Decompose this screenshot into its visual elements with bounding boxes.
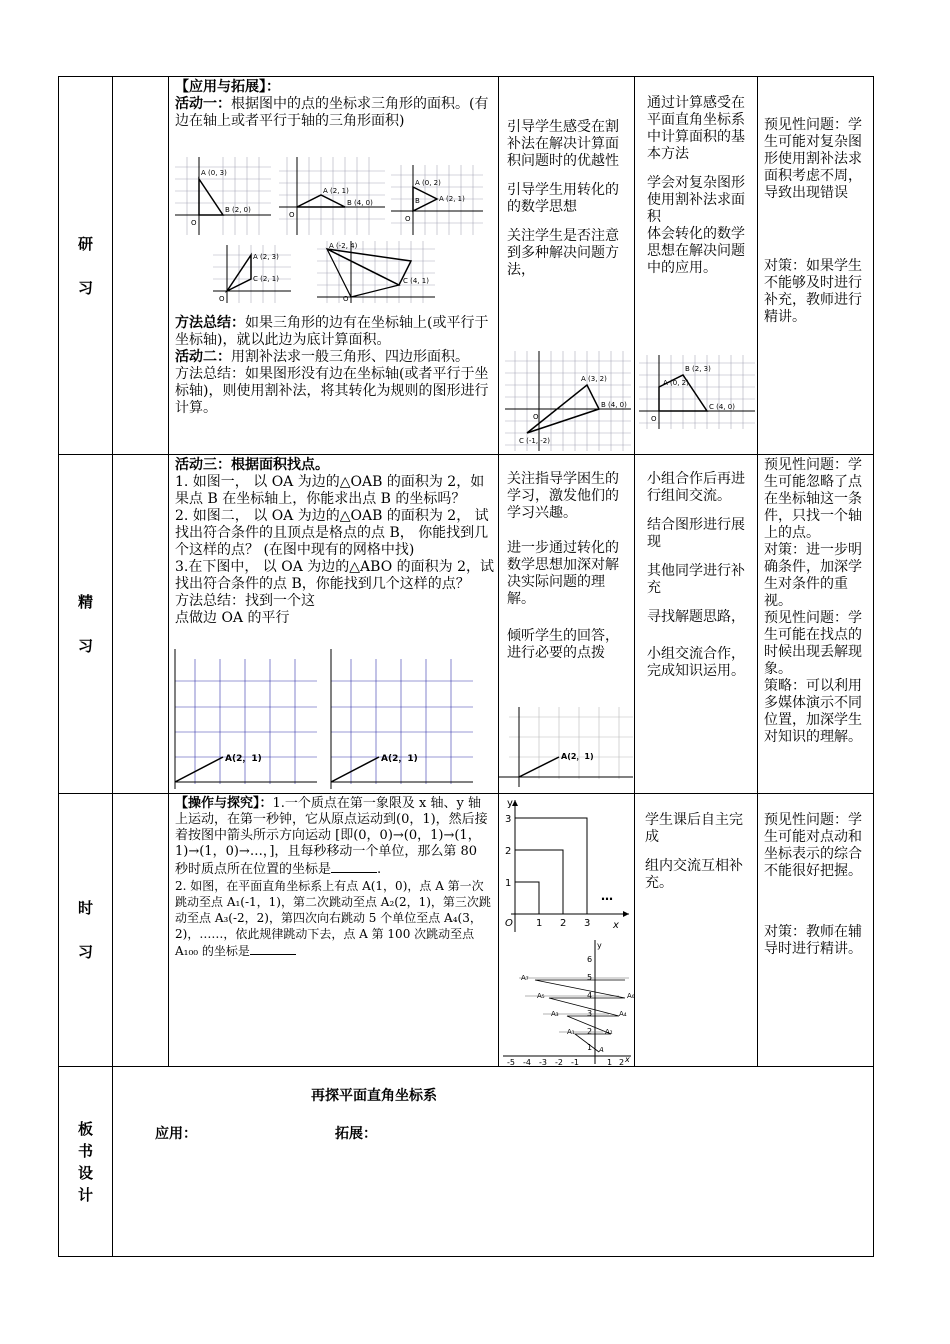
jump-path-figure (499, 934, 635, 1066)
fig-label: C (4, 1) (403, 277, 429, 285)
question-text: 3.在下图中， 以 OA 为边的△ABO 的面积为 2，试找出符合条件的点 B，你能找到几个这样的点？ (175, 559, 495, 592)
stage-char: 书 (77, 1141, 93, 1160)
point-label: A₃ (551, 1010, 559, 1018)
origin-label: O (505, 918, 513, 929)
teacher-note: 引导学生感受在割补法在解决计算面积问题时的优越性 (507, 119, 619, 169)
student-note: 小组交流合作，完成知识运用。 (647, 646, 745, 679)
tick-label: 3 (505, 814, 512, 825)
activity-label: 活动二： (175, 349, 231, 365)
axis-label: x (613, 920, 619, 931)
student-cell-shixi (635, 794, 758, 1067)
axis-label: y (507, 798, 513, 809)
tick-label: 2 (505, 846, 512, 857)
triangle-figure-4 (213, 245, 291, 303)
fig-label: O (219, 295, 225, 303)
question-text: 2. 如图二， 以 OA 为边的△OAB 的面积为 2， 试找出符合条件的且顶点是格点的点 B， 你能找到几个这样的点？ (在图中现有的网格中找) (175, 508, 489, 558)
question-text: 1.一个质点在第一象限及 x 轴、y 轴上运动，在第一秒钟，它从原点运动到(0，1)，然后接着按图中箭头所示方向运动 [即(0，0)→(0，1)→(1，1)→(1，0)→…，]，且每秒移动一个单位，那么第 80 秒时质点所在位置的坐标是 (175, 796, 488, 877)
teacher-cell-yanxi (499, 77, 635, 455)
point-label: A₆ (627, 992, 635, 1000)
fig-label: B (2, 3) (685, 365, 711, 373)
student-note: 寻找解题思路， (647, 609, 745, 625)
notes-text: 预见性问题：学生可能对点动和坐标表示的综合不能很好把握。 (764, 812, 862, 879)
fig-label: A (0, 2) (415, 179, 441, 187)
point-label: A(2，1) (561, 752, 594, 761)
triangle-figure-1 (175, 157, 271, 235)
fig-label: B (4, 0) (347, 199, 373, 207)
row-shixi (59, 794, 874, 1067)
teacher-note: 引导学生用转化的的数学思想 (507, 182, 619, 215)
answer-blank[interactable] (250, 942, 296, 955)
answer-blank[interactable] (331, 860, 377, 873)
fig-label: O (651, 415, 657, 423)
student-cell-yanxi (635, 77, 758, 455)
axis-label: y (597, 941, 602, 950)
spiral-path-figure (501, 796, 633, 932)
point-label: A₁ (567, 1028, 575, 1036)
row-jingxi (59, 455, 874, 794)
grid-figure-3 (499, 707, 633, 787)
fig-label: O (191, 219, 197, 227)
student-note: 学会对复杂图形使用割补法求面积 (647, 175, 745, 225)
lesson-plan-page (58, 76, 873, 1256)
notes-cell-jingxi (758, 455, 874, 794)
student-note: 通过计算感受在平面直角坐标系中计算面积的基本方法 (647, 95, 745, 162)
tick-label: 1 (505, 878, 512, 889)
tick-label: 3 (584, 918, 591, 929)
point-label: A₂ (605, 1028, 613, 1036)
board-apply-label: 应用： (155, 1126, 197, 1142)
stage-char: 习 (77, 278, 93, 297)
fig-label: C (2, 1) (253, 275, 279, 283)
method-label: 方法总结： (175, 315, 245, 331)
stage-char: 研 (77, 234, 93, 253)
tick-label: 3 (587, 1009, 593, 1018)
method-text: 如果三角形的边有在坐标轴上(或平行于坐标轴)，就以此边为底计算面积。 (175, 315, 489, 348)
svg-text:2: 2 (619, 1058, 625, 1066)
quad-figure-7 (639, 355, 755, 429)
student-note: 体会转化的数学思想在解决问题中的应用。 (647, 226, 745, 276)
fig-label: B (4, 0) (601, 401, 627, 409)
tick-label: 4 (587, 991, 593, 1000)
fig-label: B (2, 0) (225, 206, 251, 214)
stage-char: 计 (77, 1185, 93, 1204)
fig-label: A (2, 1) (323, 187, 349, 195)
stage-char: 习 (77, 943, 93, 961)
empty-cell (113, 77, 169, 455)
fig-label: O (405, 215, 411, 223)
svg-text:-4: -4 (523, 1058, 531, 1066)
tick-label: 2 (560, 918, 567, 929)
fig-label: A (0, 2) (663, 379, 689, 387)
empty-cell (113, 794, 169, 1067)
student-note: 小组合作后再进行组间交流。 (647, 471, 745, 504)
notes-text: 对策：如果学生不能够及时进行补充，教师进行精讲。 (764, 258, 862, 325)
notes-text: 预见性问题：学生可能在找点的时候出现丢解现象。 (764, 610, 862, 677)
grid-figure-2 (321, 639, 473, 789)
triangle-figure-3 (391, 165, 483, 235)
tick-label: 2 (587, 1027, 593, 1036)
student-note: 组内交流互相补充。 (645, 858, 743, 891)
content-cell-yanxi (169, 77, 499, 455)
triangle-figure-5 (317, 241, 435, 303)
content-cell-shixi (169, 794, 499, 1067)
fig-label: B (415, 197, 420, 205)
notes-text: 预见性问题：学生可能忽略了点在坐标轴这一条件，只找一个轴上的点。 (764, 457, 862, 541)
fig-label: C (4, 0) (709, 403, 735, 411)
svg-text:-1: -1 (571, 1058, 579, 1066)
section-title: 【操作与探究】： (175, 796, 273, 811)
student-note: 其他同学进行补充 (647, 563, 745, 596)
notes-cell-shixi (758, 794, 874, 1067)
tick-label: 1 (587, 1043, 593, 1052)
svg-text:-3: -3 (539, 1058, 547, 1066)
stage-label-shixi (59, 794, 113, 1067)
stage-char: 精 (77, 593, 93, 611)
student-note: 学生课后自主完成 (645, 812, 743, 845)
triangle-figure-2 (279, 157, 385, 235)
svg-text:-2: -2 (555, 1058, 563, 1066)
fig-label: O (343, 295, 349, 303)
point-label: A₇ (521, 974, 529, 982)
activity-text: 用割补法求一般三角形、四边形面积。 (231, 349, 469, 365)
notes-cell-yanxi (758, 77, 874, 455)
fig-label: A (-2, 4) (329, 242, 358, 250)
method-text: 方法总结：找到一个这点做边 OA 的平行 (175, 593, 315, 626)
stage-label-jingxi (59, 455, 113, 794)
empty-cell (113, 455, 169, 794)
stage-label-board (59, 1067, 113, 1257)
question-text: 2. 如图，在平面直角坐标系上有点 A(1，0)，点 A 第一次跳动至点 A₁(-1，1)，第二次跳动至点 A₂(2，1)，第三次跳动至点 A₃(-2，2)，第四次向右跳动 5 个单位至点 A₄(3，2)，……，依此规律跳动下去，点 A 第 100 次跳动至点 A₁₀₀ 的坐标是 (175, 879, 491, 958)
stage-char: 习 (77, 637, 93, 655)
point-label: A (599, 1046, 604, 1054)
activity-text: 根据图中的点的坐标求三角形的面积。(有边在轴上或者平行于轴的三角形面积) (175, 96, 489, 129)
row-yanxi (59, 77, 874, 455)
student-note: 结合图形进行展现 (647, 517, 745, 550)
teacher-note: 进一步通过转化的数学思想加深对解决实际问题的理解。 (507, 540, 619, 607)
teacher-note: 倾听学生的回答，进行必要的点拨 (507, 628, 619, 661)
tick-label: 5 (587, 973, 593, 982)
question-text: 1. 如图一， 以 OA 为边的△OAB 的面积为 2，如果点 B 在坐标轴上，你能求出点 B 的坐标吗？ (175, 474, 485, 507)
svg-text:-5: -5 (507, 1058, 515, 1066)
point-label: A₅ (537, 992, 545, 1000)
method-text: 方法总结：如果图形没有边在坐标轴(或者平行于坐标轴)，则使用割补法，将其转化为规则的图形进行计算。 (175, 366, 489, 416)
ellipsis: … (601, 889, 613, 903)
stage-label-yanxi (59, 77, 113, 455)
point-label: A₄ (619, 1010, 627, 1018)
fig-label: A (2, 3) (253, 253, 279, 261)
student-cell-jingxi (635, 455, 758, 794)
tick-label: 6 (587, 955, 593, 964)
teacher-cell-jingxi (499, 455, 635, 794)
board-extend-label: 拓展： (335, 1126, 377, 1142)
grid-figure-1 (169, 639, 318, 789)
notes-text: 策略：可以利用多媒体演示不同位置，加深学生对知识的理解。 (764, 678, 862, 745)
point-label: A(2，1) (225, 754, 262, 764)
notes-text: 对策：教师在辅导时进行精讲。 (764, 924, 862, 957)
teacher-note: 关注指导学困生的学习，激发他们的学习兴趣。 (507, 471, 619, 521)
fig-label: A (3, 2) (581, 375, 607, 383)
stage-char: 时 (77, 899, 93, 917)
lesson-plan-table (58, 76, 874, 1257)
stage-char: 板 (77, 1119, 93, 1138)
fig-label: A (2, 1) (439, 195, 465, 203)
fig-label: O (533, 413, 539, 421)
notes-text: 预见性问题：学生可能对复杂图形使用割补法求面积考虑不周，导致出现错误 (764, 117, 862, 201)
fig-label: A (0, 3) (201, 169, 227, 177)
point-label: A(2，1) (381, 754, 418, 764)
figure-cell-shixi (499, 794, 635, 1067)
fig-label: O (289, 211, 295, 219)
content-cell-jingxi (169, 455, 499, 794)
teacher-note: 关注学生是否注意到多种解决问题方法， (507, 228, 619, 278)
quad-figure-6 (505, 351, 631, 451)
question-end: . (377, 862, 382, 877)
board-title: 再探平面直角坐标系 (311, 1088, 437, 1104)
activity-label: 活动一： (175, 96, 231, 112)
section-title: 【应用与拓展】： (175, 79, 280, 95)
tick-label: 1 (536, 918, 543, 929)
notes-text: 对策：进一步明确条件，加深学生对条件的重视。 (764, 542, 862, 609)
stage-char: 设 (77, 1163, 93, 1182)
axis-label: x (625, 1055, 630, 1064)
activity-label: 活动三：根据面积找点。 (175, 457, 329, 473)
row-board (59, 1067, 874, 1257)
svg-text:1: 1 (607, 1058, 613, 1066)
board-design-cell (113, 1067, 874, 1257)
fig-label: C (-1, -2) (519, 437, 550, 445)
